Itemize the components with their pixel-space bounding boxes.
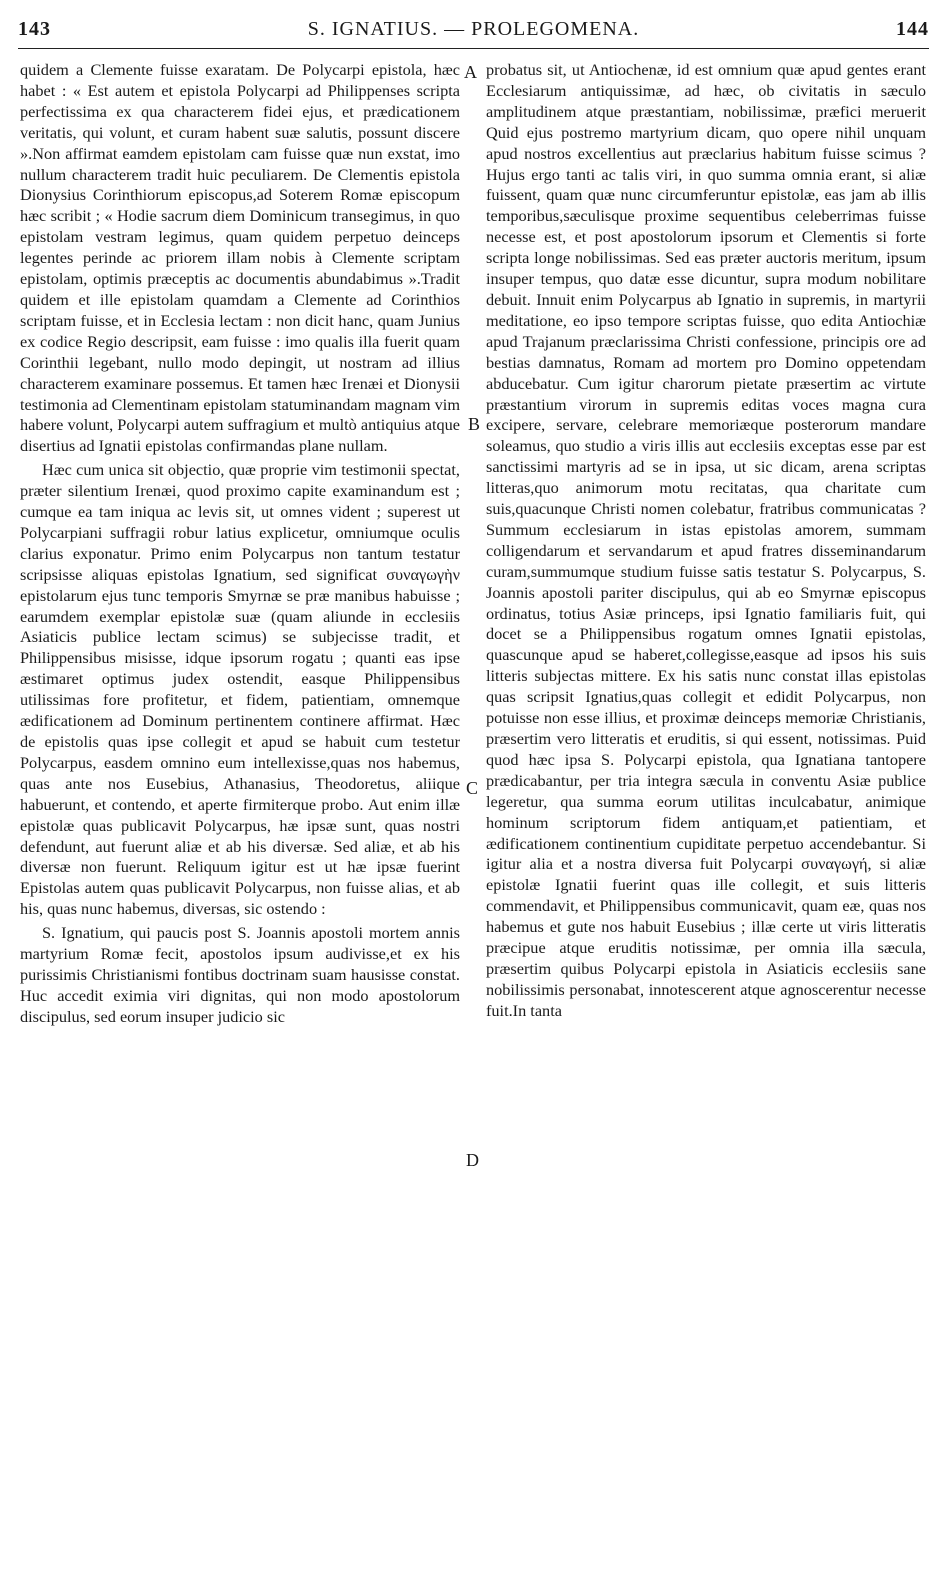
page-number-right: 144: [896, 18, 929, 40]
margin-marker-d: D: [466, 1150, 479, 1170]
margin-marker-c: C: [466, 778, 479, 798]
running-title: S. IGNATIUS. — PROLEGOMENA.: [307, 18, 640, 40]
left-paragraph-3: S. Ignatium, qui paucis post S. Joannis apostoli mortem annis martyrium Romæ fecit, apostolos ipsum audivisse,et ex his purissimis Christianismi fontibus doctrinam suam hausisse constat. Huc accedit eximia viri dignitas, qui non modo apostolorum discipulus, sed eorum insuper judicio sic: [20, 923, 460, 1026]
running-header: [18, 14, 929, 49]
right-paragraph-1: probatus sit, ut Antiochenæ, id est omnium quæ apud gentes erant Ecclesiarum antiquissimæ, ad hæc, ob civitatis in sæculo amplitudinem atque præstantiam, nobilissimæ, præfici meruerit Quid ejus postremo martyrium dicam, quo opere nihil unquam apud nostros excellentius aut præclarius habitum fuisse scimus ? Hujus ergo tanti ac talis viri, in quo summa omnia erant, si aliæ fuissent, quam quæ nunc circumferuntur epistolæ, eas jam ab illis temporibus,sæculisque proxime sequentibus celeberrimas fuisse necesse est, et post apostolorum ipsorum et Clementis si forte scripta longe nobilissimas. Sed eas præter auctoris meritum, ipsum insuper tempus, quo datæ esse dicuntur, supra modum nobilitare debuit. Innuit enim Polycarpus ab Ignatio in supremis, in martyrii meditatione, eo ipso tempore scriptas fuisse, quo edita Antiochiæ apud Trajanum præclarissima Christi confessione, principis ore ad bestias damnatus, Romam ad mortem pro Domino oppetendam abducebatur. Cum igitur charorum pietate præsertim ac virtute præstantium virorum in supremis editas voces magna cura excipere, servare, celebrare memoriæque posterorum mandare soleamus, quo studio a viris illis aut ecclesiis exceptas esse par est sanctissimi martyris ad se in ipsa, ut sic dicam, arena scriptas litteras,quo animorum motu recitatas, qua charitate cum suis,quacunque Christi nomen colebatur, fratribus communicatas ? Summum ecclesiarum in istas epistolas amorem, summam colligendarum et servandarum et apud fratres disseminandarum curam,summumque studium fuisse satis testatur S. Polycarpus, S. Joannis apostoli pariter discipulus, qui ab eo Smyrnæ episcopus ordinatus, totius Asiæ princeps, ipsi Ignatio familiaris fuit, qui docet se a Philippensibus rogatum omnes Ignatii epistolas, quascunque apud se haberet,collegisse,easque ad ipsos his suis litteris subjectas mittere. Ex his satis nunc constat illas epistolas quas scripsit Ignatius,quas collegit et edidit Polycarpus, non potuisse non esse illius, et proximæ deinceps memoriæ Christianis, præsertim vero litteratis et eruditis, si qui essent, notissimas. Puid quod hæc ipsa S. Polycarpi epistola, qua Ignatiana tantopere prædicabantur, per tria integra sæcula in conventu Asiæ publice legeretur, qua summa eorum utilitas inculcabatur, animique hominum scriptorum fidem antiquam,et patientiam, et ædificationem continentium cupiditate perpetuo accendebantur. Si igitur alia et a nostra diversa fuit Polycarpi συναγωγή, si aliæ epistolæ Ignatii fuerint quas ille collegit, et suis litteris commendavit, et Philippensibus communicavit, quam eæ, quas nos habemus et gute nos habuit Eusebius ; illæ certe ut viris litteratis præcipue atque eruditis notissimæ, per omnia illa sæcula, præsertim quibus Polycarpi epistola in Asiaticis ecclesiis sane nobilissimis personabat, innotescerent atque agnoscerentur necesse fuit.In tanta: [486, 60, 926, 1020]
left-paragraph-2: Hæc cum unica sit objectio, quæ proprie vim testimonii spectat, præter silentium Irenæi, quod proximo capite examinandum est ; cumque ea tam iniqua ac levis sit, ut omnes vident ; superest ut Polycarpiani suffragii robur latius explicetur, omniumque oculis clarius exponatur. Primo enim Polycarpus non tantum testatur scripsisse aliquas epistolas Ignatium, sed significat συναγωγὴν epistolarum ejus tunc temporis Smyrnæ se præ manibus habuisse ; earumdem exemplar epistolæ suæ (quam aliunde in ecclesiis Asiaticis publice lectam scimus) se subjecisse tradit, et Philippensibus misisse, idque ipsorum rogatu ; quanti eas ipse æstimaret optimus judex ostendit, easque Philippensibus utilissimas fore profitetur, et fidem, patientiam, omnemque ædificationem ad Dominum pertinentem continere affirmat. Hæc de epistolis quas ipse collegit et apud se habuit cum testetur Polycarpus, easdem omnino eum intellexisse,quas nos habemus, quas ante nos Eusebius, Athanasius, Theodoretus, aliique habuerunt, et contendo, et aperte firmiterque probo. Aut enim illæ epistolæ quas publicavit Polycarpus, hæ ipsæ sunt, quas nostri defendunt, aut fuerunt aliæ et ab his diversæ. Sed aliæ, et ab his diversæ non fuerunt. Reliquum igitur est ut hæ ipsæ fuerint Epistolas autem quas publicavit Polycarpus, non fuisse alias, et ab his, quas nunc habemus, diversas, sic ostendo :: [20, 460, 460, 919]
margin-marker-b: B: [468, 414, 481, 434]
left-column: [20, 60, 460, 1028]
right-column: [486, 60, 926, 1022]
margin-marker-a: A: [464, 62, 477, 82]
left-paragraph-1: quidem a Clemente fuisse exaratam. De Polycarpi epistola, hæc habet : « Est autem et epistola Polycarpi ad Philippenses scripta perfectissima ex qua characterem fidei ejus, et prædicationem veritatis, qui volunt, et curam habent suæ salutis, possunt discere ».Non affirmat eamdem epistolam cam fuisse quæ nun exstat, imo nullum characterem tradit huic peculiarem. De Clementis epistola Dionysius Corinthiorum episcopus,ad Soterem Romæ episcopum hæc scribit ; « Hodie sacrum diem Dominicum transegimus, in quo epistolam vestram legimus, quam quidem perpetuo deinceps legentes perinde ac priorem illam nobis à Clemente scriptam epistolam, optimis præceptis ac documentis abundabimus ».Tradit quidem et ille epistolam quamdam a Clemente ad Corinthios scriptam fuisse, et in Ecclesia lectam : non dicit hanc, quam Junius ex codice Regio descripsit, eam fuisse : imo qualis illa fuerit quam Corinthii legebant, nullo modo depingit, ut nostram ad illius characterem examinare possemus. Et tamen hæc Irenæi et Dionysii testimonia ad Clementinam epistolam statuminandam magnam vim habere volunt, Polycarpi autem suffragium et multò antiquius atque disertius ad Ignatii epistolas confirmandas plane nullam.: [20, 60, 460, 456]
page-number-left: 143: [18, 18, 51, 40]
